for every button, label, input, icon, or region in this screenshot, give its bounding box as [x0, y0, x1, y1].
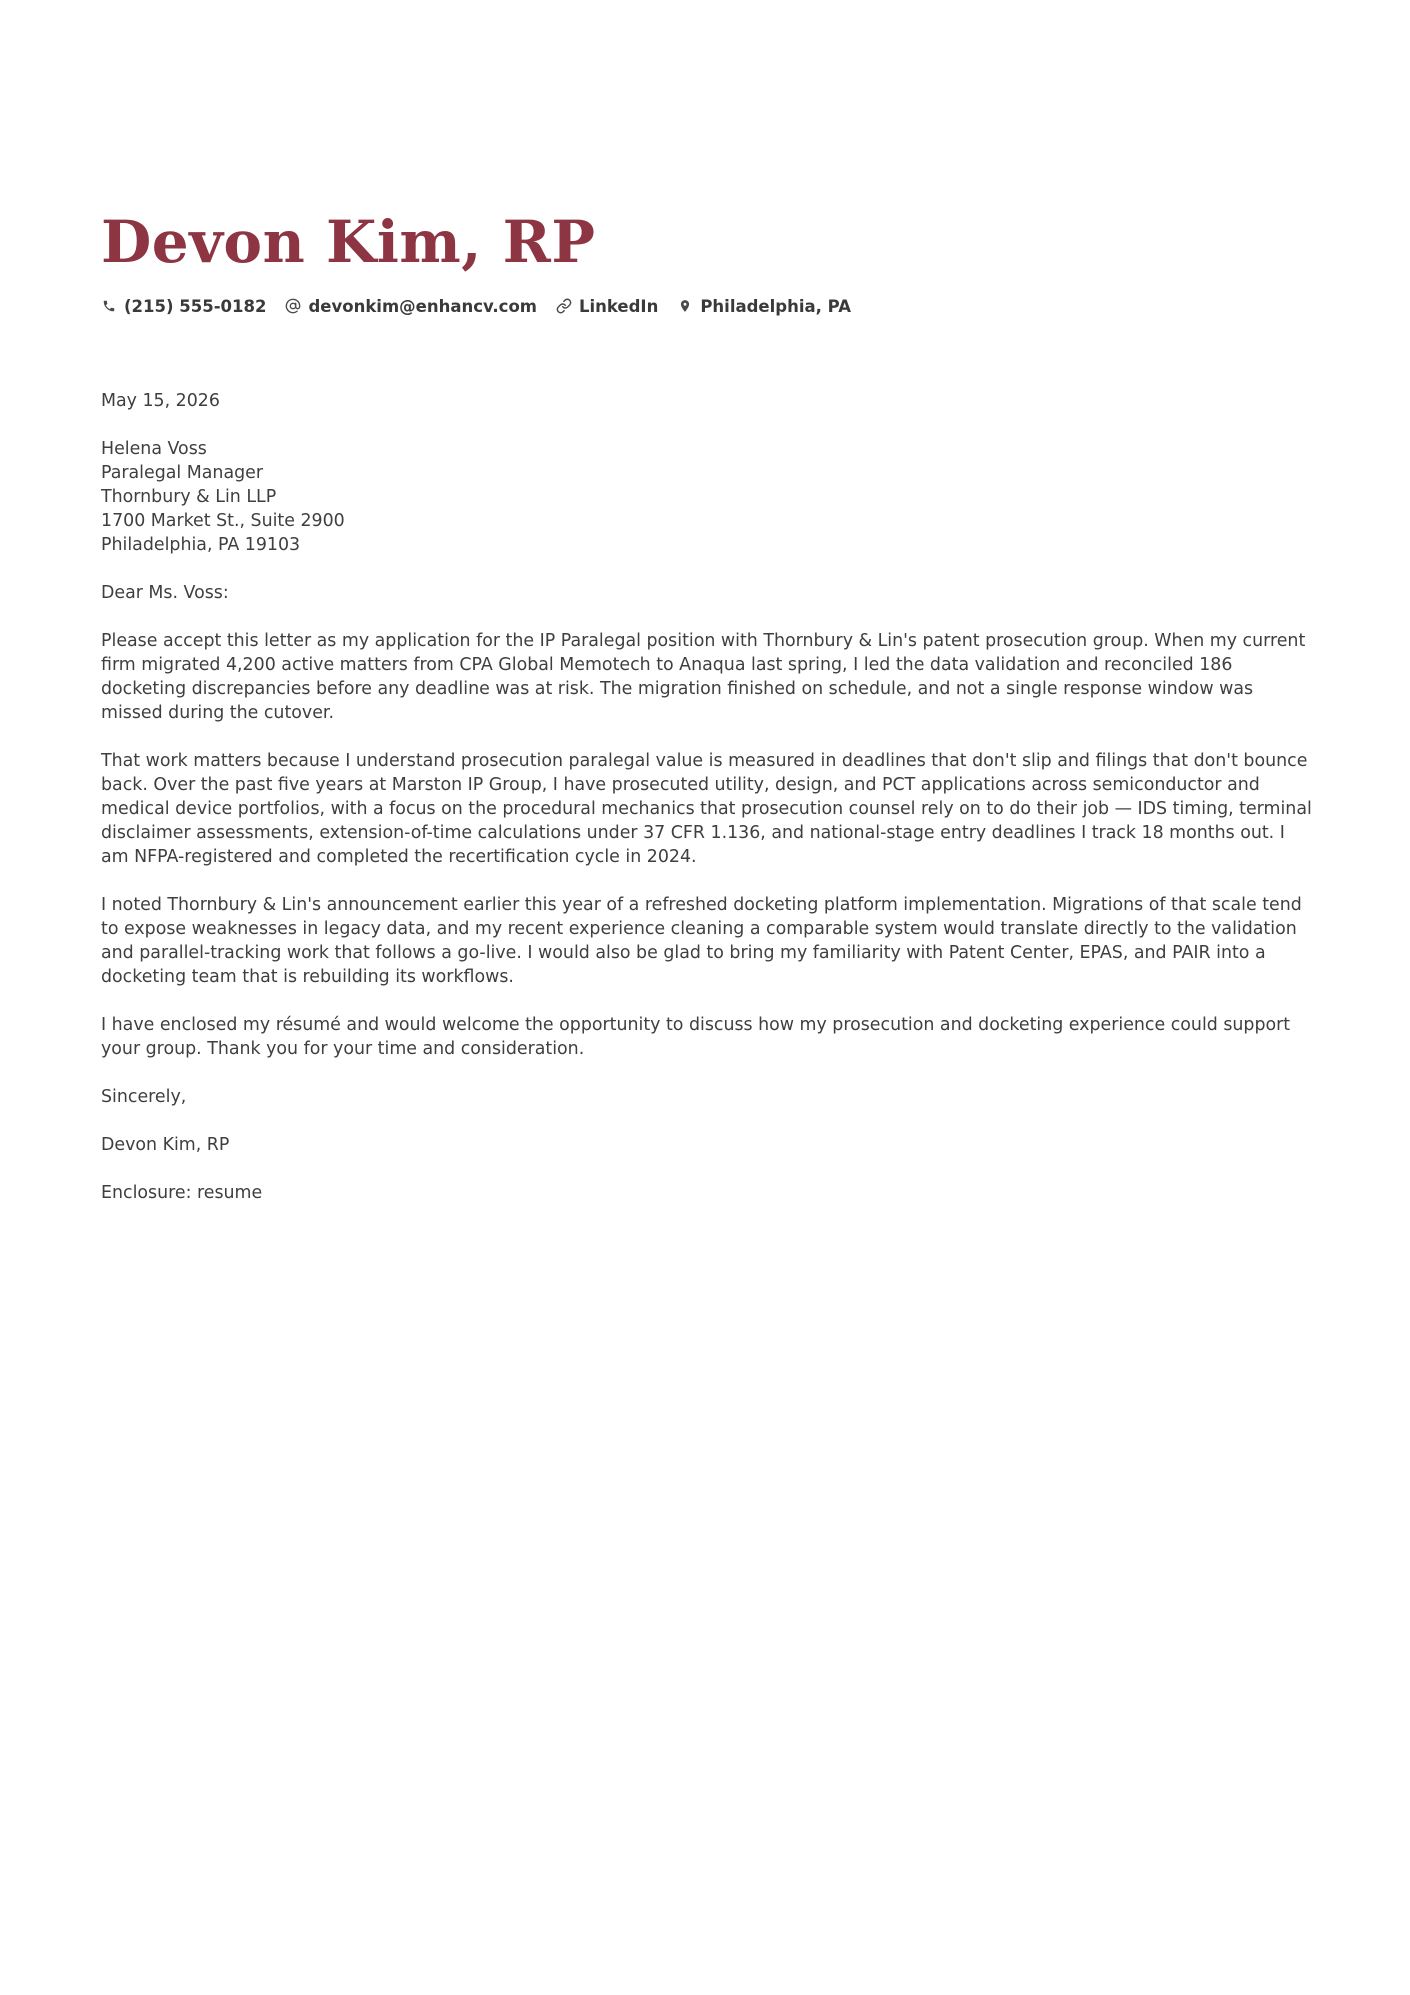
- contact-email[interactable]: [285, 297, 537, 316]
- contact-linkedin[interactable]: [556, 297, 658, 316]
- linkedin-link[interactable]: LinkedIn: [578, 296, 659, 316]
- body-paragraph: Please accept this letter as my application for the IP Paralegal position with Thornbury & Lin's patent prosecution group. When my current firm migrated 4,200 active matters from CPA Global Memotech to Anaqua last spring, I led the data validation and reconciled 186 docketing discrepancies before any deadline was at risk. The migration finished on schedule, and not a single response window was missed during the cutover.: [101, 631, 1306, 723]
- map-pin-icon: [677, 298, 693, 314]
- recipient-address-line1: 1700 Market St., Suite 2900: [101, 511, 345, 531]
- location-text: Philadelphia, PA: [700, 296, 851, 316]
- letter-body: [101, 389, 1316, 1229]
- salutation: Dear Ms. Voss:: [101, 583, 229, 603]
- applicant-name: Devon Kim, RP: [101, 208, 596, 276]
- link-icon: [556, 298, 572, 314]
- body-paragraph: I have enclosed my résumé and would welcome the opportunity to discuss how my prosecution and docketing experience could support your group. Thank you for your time and consideration.: [101, 1015, 1291, 1059]
- at-sign-icon: [285, 298, 301, 314]
- recipient-block: [101, 437, 1316, 557]
- phone-icon: [101, 298, 117, 314]
- recipient-name: Helena Voss: [101, 439, 207, 459]
- body-paragraph: That work matters because I understand prosecution paralegal value is measured in deadlines that don't slip and filings that don't bounce back. Over the past five years at Marston IP Group, I have prosecuted utility, design, and PCT applications across semiconductor and medical device portfolios, with a focus on the procedural mechanics that prosecution counsel rely on to do their job — IDS timing, terminal disclaimer assessments, extension-of-time calculations under 37 CFR 1.136, and national-stage entry deadlines I track 18 months out. I am NFPA-registered and completed the recertification cycle in 2024.: [101, 751, 1312, 867]
- closing: Sincerely,: [101, 1087, 187, 1107]
- recipient-address-line2: Philadelphia, PA 19103: [101, 535, 301, 555]
- signature: Devon Kim, RP: [101, 1135, 230, 1155]
- letter-date: May 15, 2026: [101, 391, 220, 411]
- contact-location: [677, 297, 851, 316]
- enclosure-note: Enclosure: resume: [101, 1183, 263, 1203]
- body-paragraph: I noted Thornbury & Lin's announcement earlier this year of a refreshed docketing platform implementation. Migrations of that scale tend to expose weaknesses in legacy data, and my recent experience cleaning a comparable system would translate directly to the validation and parallel-tracking work that follows a go-live. I would also be glad to bring my familiarity with Patent Center, EPAS, and PAIR into a docketing team that is rebuilding its workflows.: [101, 895, 1302, 987]
- recipient-company: Thornbury & Lin LLP: [101, 487, 277, 507]
- contact-bar: [101, 293, 851, 319]
- recipient-title: Paralegal Manager: [101, 463, 263, 483]
- email-link[interactable]: devonkim@enhancv.com: [308, 296, 537, 316]
- phone-number: (215) 555-0182: [124, 296, 267, 316]
- contact-phone: [101, 297, 266, 316]
